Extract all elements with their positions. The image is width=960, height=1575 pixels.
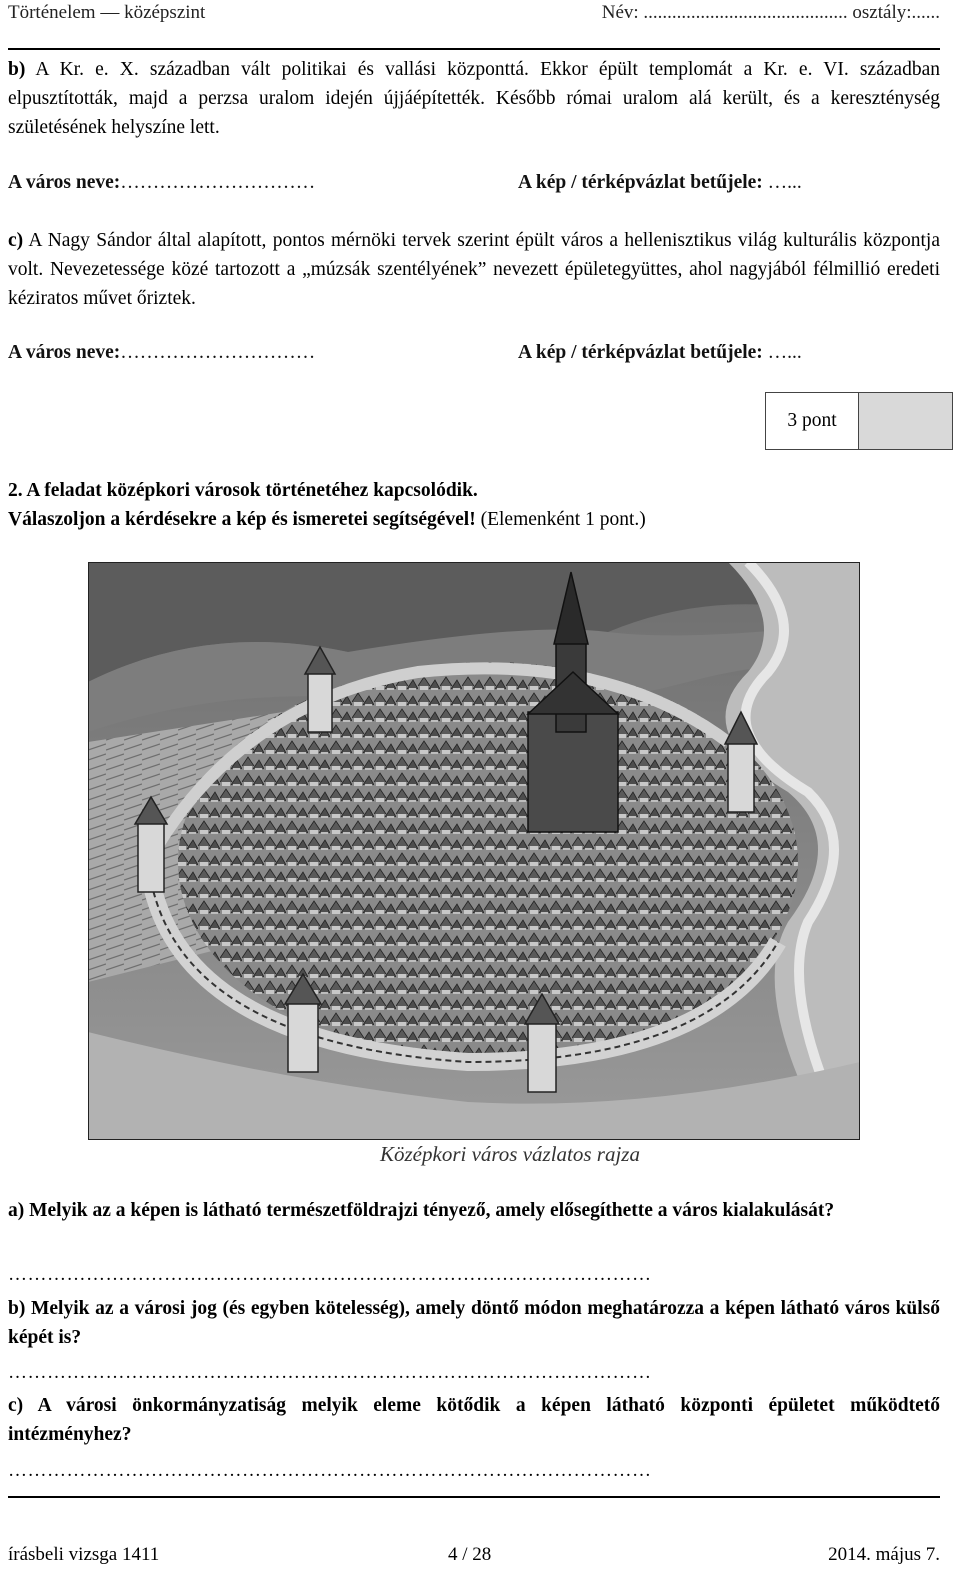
header-rule <box>8 48 940 50</box>
footer-page-number: 4 / 28 <box>448 1544 492 1565</box>
task2-title: 2. A feladat középkori városok történetéhez kapcsolódik. <box>8 480 478 501</box>
points-label: 3 pont <box>766 393 859 449</box>
section-b-city-answer[interactable]: ………………………… <box>120 172 316 193</box>
footer-exam-id: írásbeli vizsga 1411 <box>8 1544 160 1565</box>
section-b-paragraph <box>8 55 940 142</box>
points-box <box>765 392 953 450</box>
section-c-letter-label: A kép / térképvázlat betűjele: <box>518 342 763 363</box>
question-c: c) A városi önkormányzatiság melyik eleme kötődik a képen látható központi épületet működtető intézményhez? <box>8 1395 940 1445</box>
footer-rule <box>8 1496 940 1498</box>
section-c-city-answer[interactable]: ………………………… <box>120 342 316 363</box>
section-c-letter-answer[interactable]: …... <box>767 342 802 363</box>
image-caption: Középkori város vázlatos rajza <box>380 1142 640 1166</box>
answer-line-a[interactable]: ……………………………………………………………………………………… <box>8 1264 652 1285</box>
section-c-paragraph <box>8 226 940 313</box>
question-a: a) Melyik az a képen is látható természetföldrajzi tényező, amely elősegíthette a város kialakulását? <box>8 1200 835 1221</box>
section-b-letter-answer[interactable]: …... <box>767 172 802 193</box>
header-name-class: Név: ........................................... osztály:...... <box>601 2 940 23</box>
section-b-letter-row <box>518 172 802 194</box>
section-c-city-label: A város neve: <box>8 342 121 363</box>
section-c-text: A Nagy Sándor által alapított, pontos mérnöki tervek szerint épült város a hellenisztikus világ kulturális központja volt. Nevezetessége közé tartozott a „múzsák szentélyének” nevezett épületegyüttes, ahol nagyjából félmillió eredeti kéziratos művet őriztek. <box>8 230 941 309</box>
header-subject: Történelem — középszint <box>8 2 206 23</box>
section-b-letter: b) <box>8 59 26 80</box>
task2-instruction-row <box>8 509 646 531</box>
section-b-city-label: A város neve: <box>8 172 121 193</box>
answer-line-c[interactable]: ……………………………………………………………………………………… <box>8 1460 652 1481</box>
section-b-city-row <box>8 172 315 194</box>
task2-instruction: Válaszoljon a kérdésekre a kép és ismeretei segítségével! <box>8 509 476 530</box>
section-c-letter-row <box>518 342 802 364</box>
section-c-city-row <box>8 342 315 364</box>
question-b: b) Melyik az a városi jog (és egyben kötelesség), amely döntő módon meghatározza a képen látható város külső képét is? <box>8 1298 940 1348</box>
footer-date: 2014. május 7. <box>828 1544 940 1565</box>
task2-instruction-note: (Elemenként 1 pont.) <box>480 509 646 530</box>
score-field[interactable] <box>859 393 952 449</box>
section-b-text: A Kr. e. X. században vált politikai és vallási központtá. Ekkor épült templomát a Kr. e. VI. században elpusztították, majd a perzsa uralom idején újjáépítették. Később római uralom alá került, és a kereszténység születésének helyszíne lett. <box>8 59 940 138</box>
section-c-letter: c) <box>8 230 24 251</box>
section-b-letter-label: A kép / térképvázlat betűjele: <box>518 172 763 193</box>
answer-line-b[interactable]: ……………………………………………………………………………………… <box>8 1362 652 1383</box>
medieval-town-illustration <box>88 562 860 1140</box>
